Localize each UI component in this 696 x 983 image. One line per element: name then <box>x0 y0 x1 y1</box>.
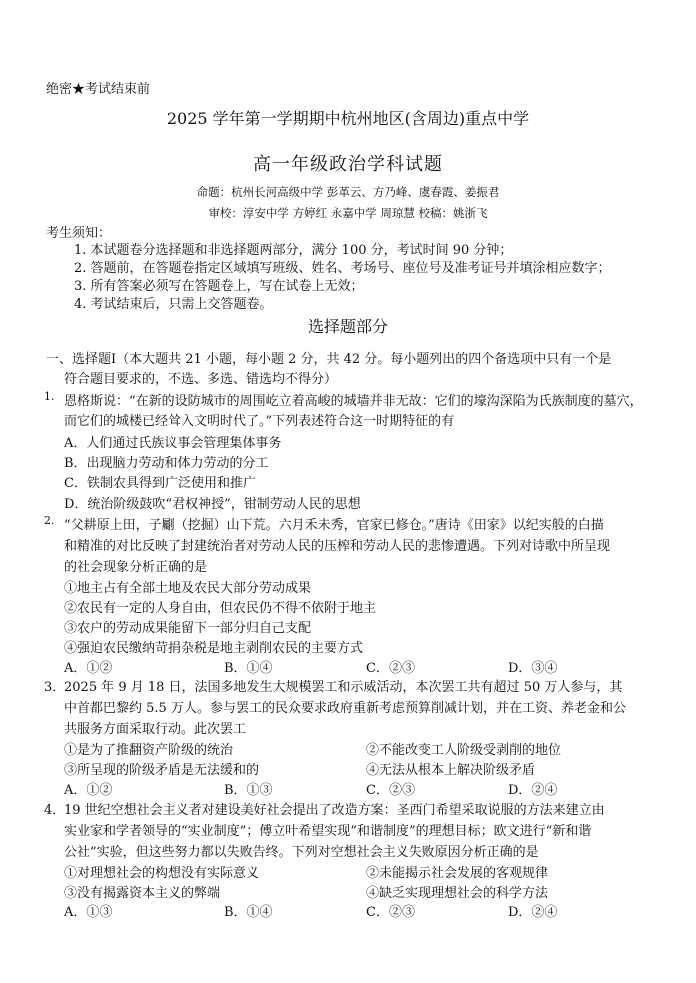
statement: ③农户的劳动成果能留下一部分归自己支配 <box>64 621 312 636</box>
question-number: 4． <box>44 803 66 818</box>
notice-item-2: 2. 答题前，在答题卷指定区域填写班级、姓名、考场号、座位号及准考证号并填涂相应数字； <box>74 261 611 276</box>
answer-option: D．统治阶级鼓吹“君权神授”，钳制劳动人民的思想 <box>64 497 361 512</box>
question-stem-line: “父耕原上田，子劚（挖掘）山下荒。六月禾未秀，官家已修仓。”唐诗《田家》以纪实般的白描 <box>64 518 604 533</box>
statement: ②未能揭示社会发展的客观规律 <box>366 866 549 881</box>
question-stem-line: 的社会现象分析正确的是 <box>64 560 208 575</box>
answer-option: C．铁制农具得到广泛使用和推广 <box>64 476 256 491</box>
answer-choice: D．③④ <box>508 661 558 676</box>
credits-line-2: 审校：淳安中学 方婷红 永嘉中学 周琼慧 校稿：姚浙飞 <box>208 206 488 220</box>
answer-choice: D．②④ <box>508 905 558 920</box>
question-stem-line: 19 世纪空想社会主义者对建设美好社会提出了改造方案：圣西门希望采取说服的方法来建立由 <box>64 803 605 818</box>
notice-item-4: 4. 考试结束后，只需上交答题卷。 <box>74 297 273 312</box>
statement: ④强迫农民缴纳苛捐杂税是地主剥削农民的主要方式 <box>64 641 364 656</box>
question-stem-line: 实业家和学者领导的“实业制度”；傅立叶希望实现“和谐制度”的理想目标；欧文进行“新和谐 <box>64 824 592 839</box>
answer-choice: A．①③ <box>64 905 113 920</box>
notice-item-3: 3. 所有答案必须写在答题卷上，写在试卷上无效； <box>74 279 364 294</box>
answer-choice: A．①② <box>64 661 113 676</box>
statement: ④缺乏实现理想社会的科学方法 <box>366 886 549 901</box>
confidential-label: 绝密★考试结束前 <box>46 82 151 97</box>
notice-title: 考生须知： <box>46 226 112 241</box>
answer-choice: B．①④ <box>224 905 273 920</box>
question-stem-line: 共服务方面采取行动。此次罢工 <box>64 722 247 737</box>
exam-subtitle: 高一年级政治学科试题 <box>253 154 443 175</box>
statement: ①是为了推翻资产阶级的统治 <box>64 743 234 758</box>
question-stem-line: 2025 年 9 月 18 日，法国多地发生大规模罢工和示威活动，本次罢工共有超过 50 万人参与，其 <box>64 680 623 695</box>
statement: ③没有揭露资本主义的弊端 <box>64 886 221 901</box>
statement: ②农民有一定的人身自由，但农民仍不得不依附于地主 <box>64 601 377 616</box>
section-heading: 选择题部分 <box>307 317 388 336</box>
credits-line-1: 命题：杭州长河高级中学 彭革云、方乃峰、虞春霞、姜振君 <box>196 185 500 199</box>
notice-item-1: 1. 本试题卷分选择题和非选择题两部分，满分 100 分，考试时间 90 分钟； <box>74 243 513 258</box>
question-stem-line: 中首都巴黎约 5.5 万人。参与罢工的民众要求政府重新考虑预算削减计划，并在工资、养老金和公 <box>64 701 626 716</box>
question-stem-line: 恩格斯说：“在新的设防城市的周围屹立着高峻的城墙并非无故：它们的壕沟深陷为氏族制度的墓穴， <box>64 394 643 409</box>
question-stem-line: 和精准的对比反映了封建统治者对劳动人民的压榨和劳动人民的悲惨遭遇。下列对诗歌中所呈现 <box>64 539 611 554</box>
answer-choice: B．①③ <box>224 783 273 798</box>
question-number: 2. <box>44 514 55 527</box>
answer-choice: A．①② <box>64 783 113 798</box>
question-number: 3． <box>44 680 66 695</box>
answer-choice: D．②④ <box>508 783 558 798</box>
answer-choice: C．②③ <box>366 661 415 676</box>
statement: ①地主占有全部土地及农民大部分劳动成果 <box>64 581 312 596</box>
answer-choice: C．②③ <box>366 905 415 920</box>
question-number: 1. <box>44 390 55 403</box>
statement: ③所呈现的阶级矛盾是无法缓和的 <box>64 763 260 778</box>
part-instructions-line-1: 一、选择题Ⅰ（本大题共 21 小题，每小题 2 分，共 42 分。每小题列出的四个备选项中只有一个是 <box>46 352 612 367</box>
question-stem-line: 而它们的城楼已经耸入文明时代了。”下列表述符合这一时期特征的有 <box>64 414 455 429</box>
statement: ①对理想社会的构想没有实际意义 <box>64 866 260 881</box>
part-instructions-line-2: 符合题目要求的，不选、多选、错选均不得分） <box>64 372 338 387</box>
statement: ②不能改变工人阶级受剥削的地位 <box>366 743 562 758</box>
exam-title: 2025 学年第一学期期中杭州地区(含周边)重点中学 <box>166 109 530 128</box>
answer-option: A．人们通过氏族议事会管理集体事务 <box>64 436 282 451</box>
answer-choice: B．①④ <box>224 661 273 676</box>
statement: ④无法从根本上解决阶级矛盾 <box>366 763 536 778</box>
question-stem-line: 公社”实验，但这些努力都以失败告终。下列对空想社会主义失败原因分析正确的是 <box>64 845 539 860</box>
answer-option: B．出现脑力劳动和体力劳动的分工 <box>64 456 269 471</box>
answer-choice: C．②③ <box>366 783 415 798</box>
